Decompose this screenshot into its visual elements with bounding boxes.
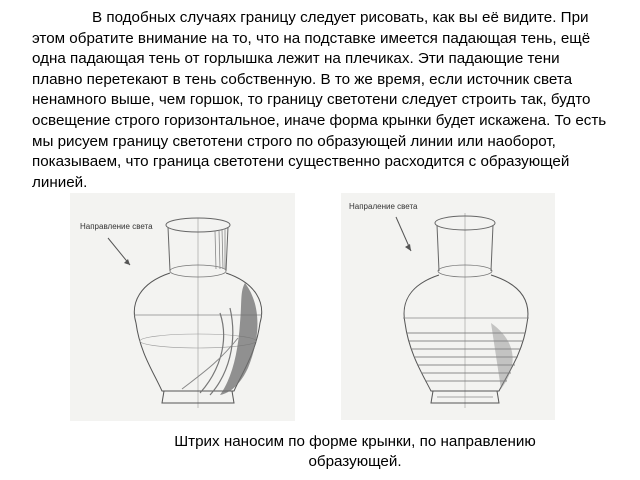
figure-caption: Штрих наносим по форме крынки, по направлению образующей. [174,433,536,470]
light-direction-label: Напраление света [349,202,418,211]
body-paragraph: В подобных случаях границу следует рисовать, как вы её видите. При этом обратите внимание на то, что на подставке имеется падающая тень, ещё одна падающая тень от горлышка лежит на плечиках. Эти падающие тени плавно перетекают в тень собственную. В то же время, если источник света ненамного выше, чем горшок, то границу светотени следует строить так, будто освещение строго горизонтальное, иначе форма крынки будет искажена. То есть мы рисуем границу светотени строго по образующей линии или наоборот, показываем, что граница светотени существенно расходится с образующей линией. [32,9,607,191]
vase-sketch-right [341,193,555,420]
light-direction-label: Направление света [80,222,153,231]
vase-sketch-left [70,193,295,421]
